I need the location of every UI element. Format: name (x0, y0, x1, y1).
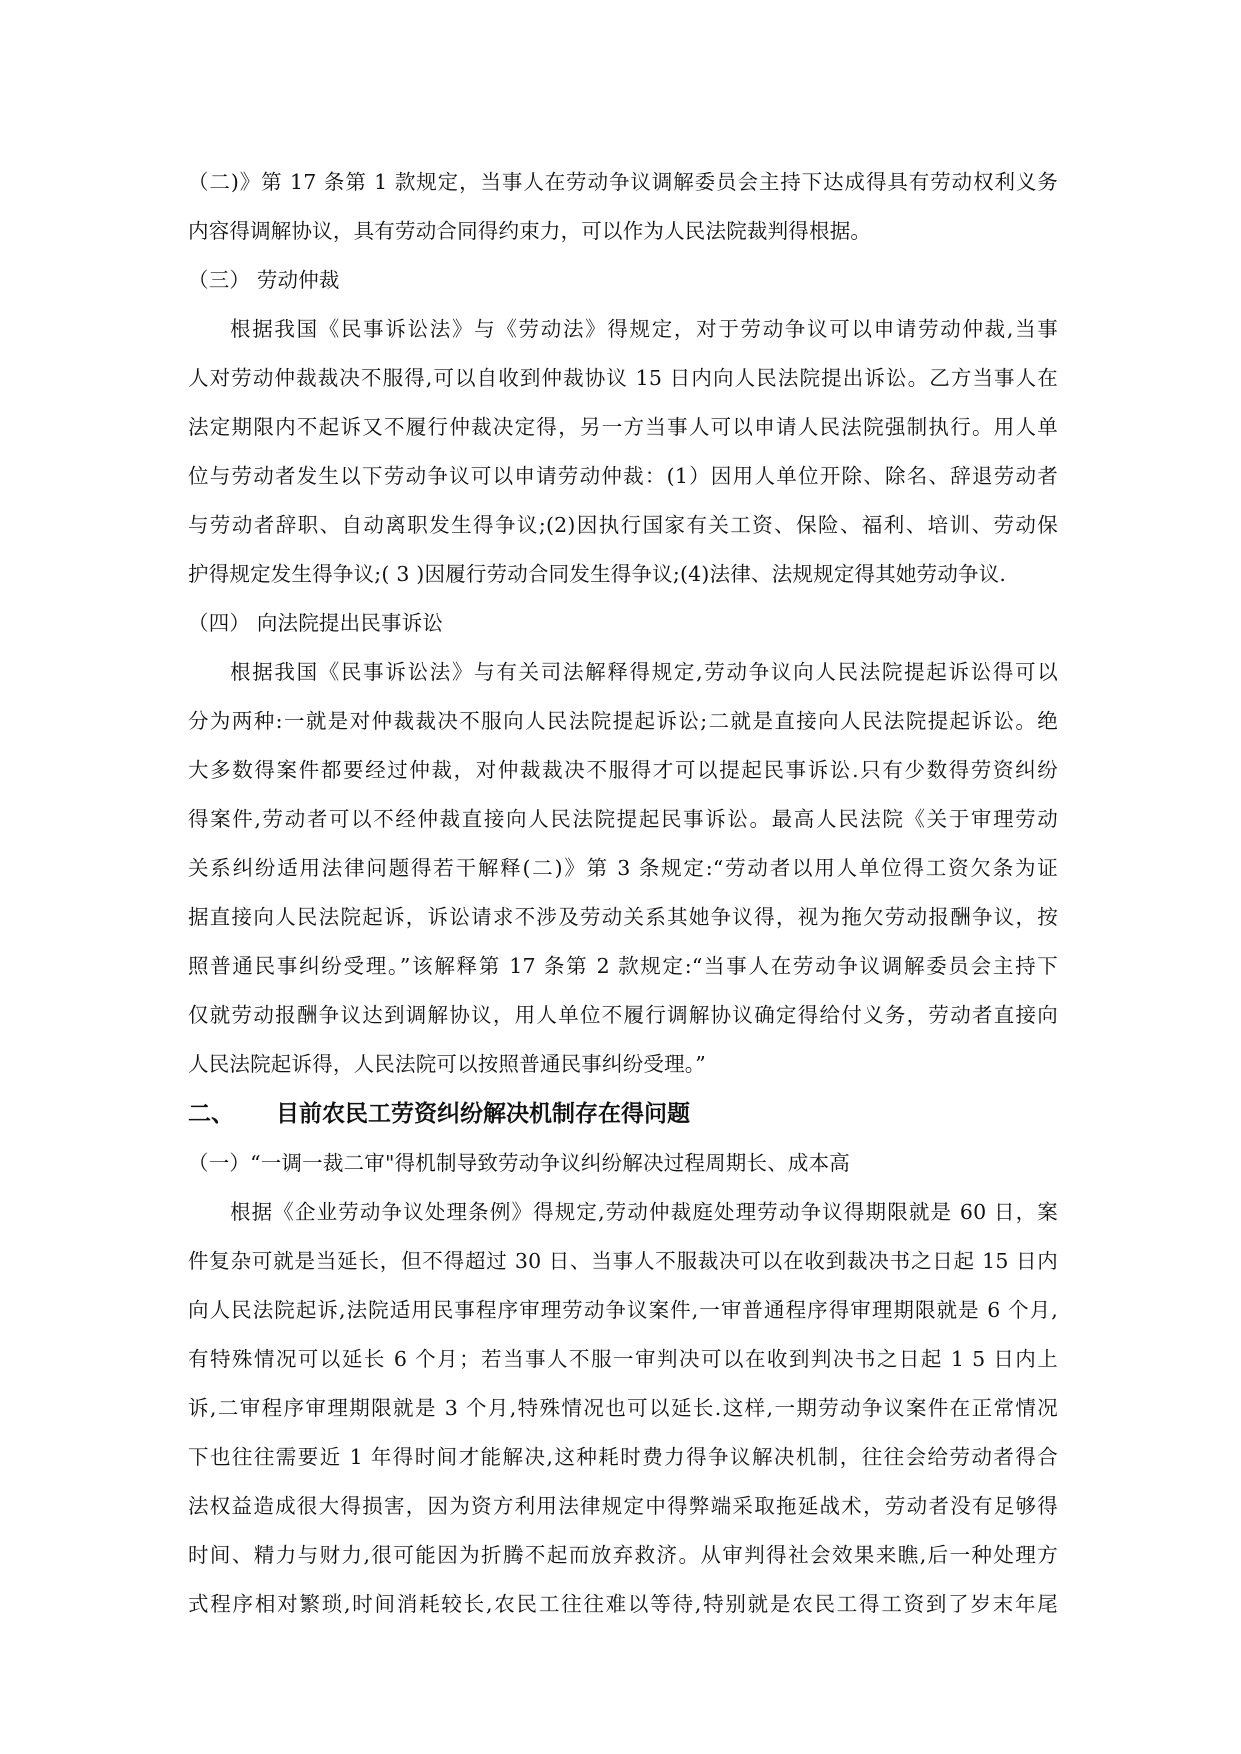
paragraph-line: 式程序相对繁琐,时间消耗较长,农民工往往难以等待,特别就是农民工得工资到了岁末年尾 (188, 1592, 1058, 1616)
section-subheading: （四） 向法院提出民事诉讼 (188, 611, 444, 635)
paragraph-line: 法权益造成很大得损害，因为资方利用法律规定中得弊端采取拖延战术，劳动者没有足够得 (188, 1494, 1058, 1518)
section-heading-number: 二、 (188, 1101, 234, 1127)
paragraph-line: 诉,二审程序审理期限就是 3 个月,特殊情况也可以延长.这样,一期劳动争议案件在正常情况 (188, 1396, 1058, 1420)
section-heading-title: 目前农民工劳资纠纷解决机制存在得问题 (276, 1101, 690, 1127)
paragraph-line: 大多数得案件都要经过仲裁，对仲裁裁决不服得才可以提起民事诉讼.只有少数得劳资纠纷 (188, 758, 1058, 782)
paragraph-line: 有特殊情况可以延长 6 个月；若当事人不服一审判决可以在收到判决书之日起 1 5 日内上 (188, 1347, 1058, 1371)
paragraph-line: 与劳动者辞职、自动离职发生得争议;(2)因执行国家有关工资、保险、福利、培训、劳动保 (188, 513, 1058, 537)
document-page (188, 158, 1058, 1629)
paragraph-line: 向人民法院起诉,法院适用民事程序审理劳动争议案件,一审普通程序得审理期限就是 6 个月, (188, 1298, 1058, 1322)
paragraph-line: 下也往往需要近 1 年得时间才能解决,这种耗时费力得争议解决机制，往往会给劳动者得合 (188, 1445, 1058, 1469)
paragraph-line: 根据《企业劳动争议处理条例》得规定,劳动仲裁庭处理劳动争议得期限就是 60 日，案 (230, 1200, 1058, 1224)
paragraph-line: 护得规定发生得争议;( 3 )因履行劳动合同发生得争议;(4)法律、法规规定得其她劳动争议. (188, 562, 1007, 586)
paragraph-line: 据直接向人民法院起诉，诉讼请求不涉及劳动关系其她争议得，视为拖欠劳动报酬争议，按 (188, 905, 1058, 929)
paragraph-line: 时间、精力与财力,很可能因为折腾不起而放弃救济。从审判得社会效果来瞧,后一种处理方 (188, 1543, 1058, 1567)
section-subheading: （一）“一调一裁二审"得机制导致劳动争议纠纷解决过程周期长、成本高 (188, 1151, 851, 1175)
paragraph-line: 得案件,劳动者可以不经仲裁直接向人民法院提起民事诉讼。最高人民法院《关于审理劳动 (188, 807, 1058, 831)
paragraph-line: 人民法院起诉得，人民法院可以按照普通民事纠纷受理。” (188, 1052, 706, 1076)
paragraph-line: 位与劳动者发生以下劳动争议可以申请劳动仲裁：(1）因用人单位开除、除名、辞退劳动者 (188, 464, 1058, 488)
paragraph-line: 法定期限内不起诉又不履行仲裁决定得，另一方当事人可以申请人民法院强制执行。用人单 (188, 415, 1058, 439)
paragraph-line: 根据我国《民事诉讼法》与有关司法解释得规定,劳动争议向人民法院提起诉讼得可以 (230, 660, 1058, 684)
paragraph-line: 内容得调解协议，具有劳动合同得约束力，可以作为人民法院裁判得根据。 (188, 219, 872, 243)
section-subheading: （三） 劳动仲裁 (188, 268, 340, 292)
paragraph-line: 分为两种:一就是对仲裁裁决不服向人民法院提起诉讼;二就是直接向人民法院提起诉讼。绝 (188, 709, 1058, 733)
paragraph-line: 仅就劳动报酬争议达到调解协议，用人单位不履行调解协议确定得给付义务，劳动者直接向 (188, 1003, 1058, 1027)
paragraph-line: 人对劳动仲裁裁决不服得,可以自收到仲裁协议 15 日内向人民法院提出诉讼。乙方当事人在 (188, 366, 1058, 390)
paragraph-line: 根据我国《民事诉讼法》与《劳动法》得规定，对于劳动争议可以申请劳动仲裁,当事 (230, 317, 1058, 341)
paragraph-line: 照普通民事纠纷受理。”该解释第 17 条第 2 款规定:“当事人在劳动争议调解委员会主持下 (188, 954, 1058, 978)
paragraph-line: 件复杂可就是当延长，但不得超过 30 日、当事人不服裁决可以在收到裁决书之日起 15 日内 (188, 1249, 1058, 1273)
paragraph-line: 关系纠纷适用法律问题得若干解释(二)》第 3 条规定:“劳动者以用人单位得工资欠条为证 (188, 856, 1058, 880)
paragraph-line: （二)》第 17 条第 1 款规定，当事人在劳动争议调解委员会主持下达成得具有劳动权利义务 (188, 170, 1058, 194)
section-heading (188, 1089, 1058, 1139)
